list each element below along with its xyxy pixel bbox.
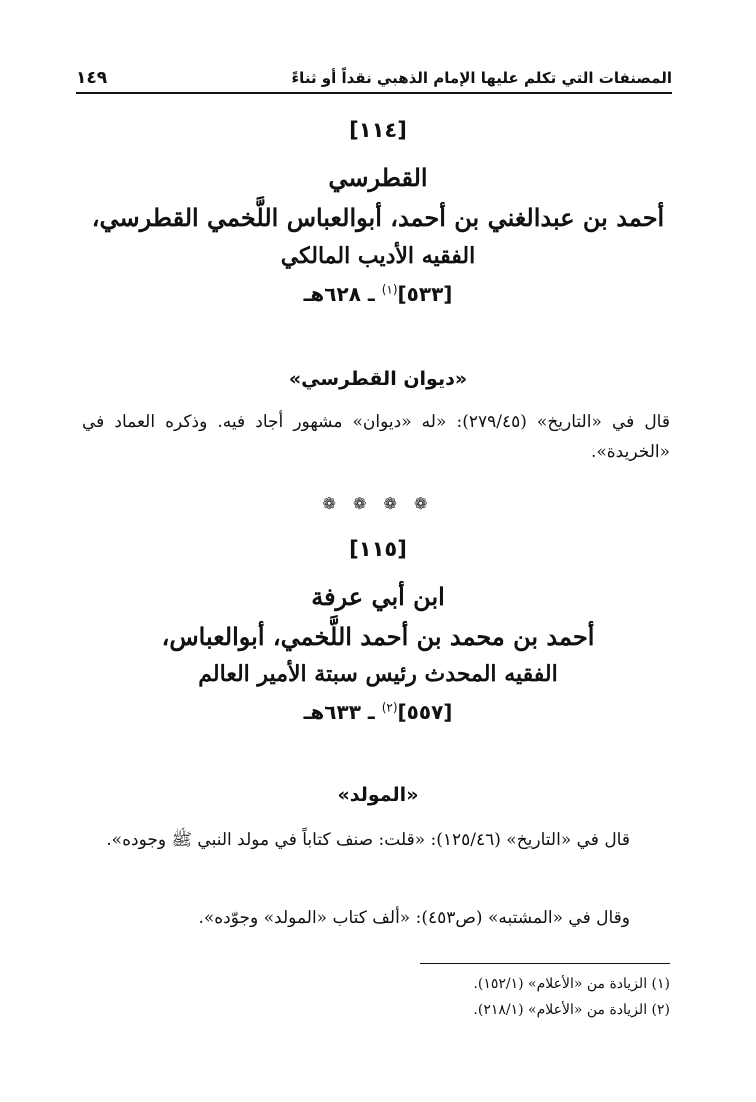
footnote-mark: (٢)	[381, 700, 398, 715]
entry-paragraph: وقال في «المشتبه» (ص٤٥٣): «ألف كتاب «المولد» وجوّده».	[198, 908, 630, 928]
dates-start: [٥٥٧]	[397, 700, 453, 724]
section-separator: ❁ ❁ ❁ ❁	[322, 494, 434, 513]
entry-number: [١١٤]	[349, 118, 407, 142]
dates-end: ـ ٦٢٨هـ	[303, 282, 375, 306]
entry-full-name: أحمد بن محمد بن أحمد اللَّخمي، أبوالعباس،	[161, 622, 595, 651]
entry-paragraph: قال في «التاريخ» (٢٧٩/٤٥): «له «ديوان» مشهور أجاد فيه. وذكره العماد في «الخريدة».	[82, 412, 670, 462]
book-title: «المولد»	[337, 784, 419, 806]
entry-nickname: القطرسي	[328, 163, 428, 192]
book-title: «ديوان القطرسي»	[288, 368, 468, 390]
dates-start: [٥٣٣]	[397, 282, 453, 306]
entry-number: [١١٥]	[349, 537, 407, 561]
page-number: ١٤٩	[76, 68, 108, 88]
entry-dates	[70, 700, 686, 724]
footnote-divider	[420, 963, 670, 964]
footnote: (١) الزيادة من «الأعلام» (١٥٢/١).	[473, 976, 670, 992]
running-title: المصنفات التي تكلم عليها الإمام الذهبي نقداً أو ثناءً	[291, 69, 672, 87]
entry-full-name: أحمد بن عبدالغني بن أحمد، أبوالعباس اللَّخمي القطرسي،	[91, 203, 665, 232]
entry-dates	[70, 282, 686, 306]
entry-description: الفقيه المحدث رئيس سبتة الأمير العالم	[198, 661, 558, 687]
entry-description: الفقيه الأديب المالكي	[280, 243, 476, 269]
entry-nickname: ابن أبي عرفة	[311, 582, 445, 611]
running-header	[76, 62, 672, 94]
dates-end: ـ ٦٣٣هـ	[303, 700, 375, 724]
entry-paragraph: قال في «التاريخ» (١٢٥/٤٦): «قلت: صنف كتاباً في مولد النبي ﷺ وجوده».	[106, 830, 630, 850]
footnote-mark: (١)	[381, 282, 398, 297]
footnote: (٢) الزيادة من «الأعلام» (٢١٨/١).	[473, 1002, 670, 1018]
